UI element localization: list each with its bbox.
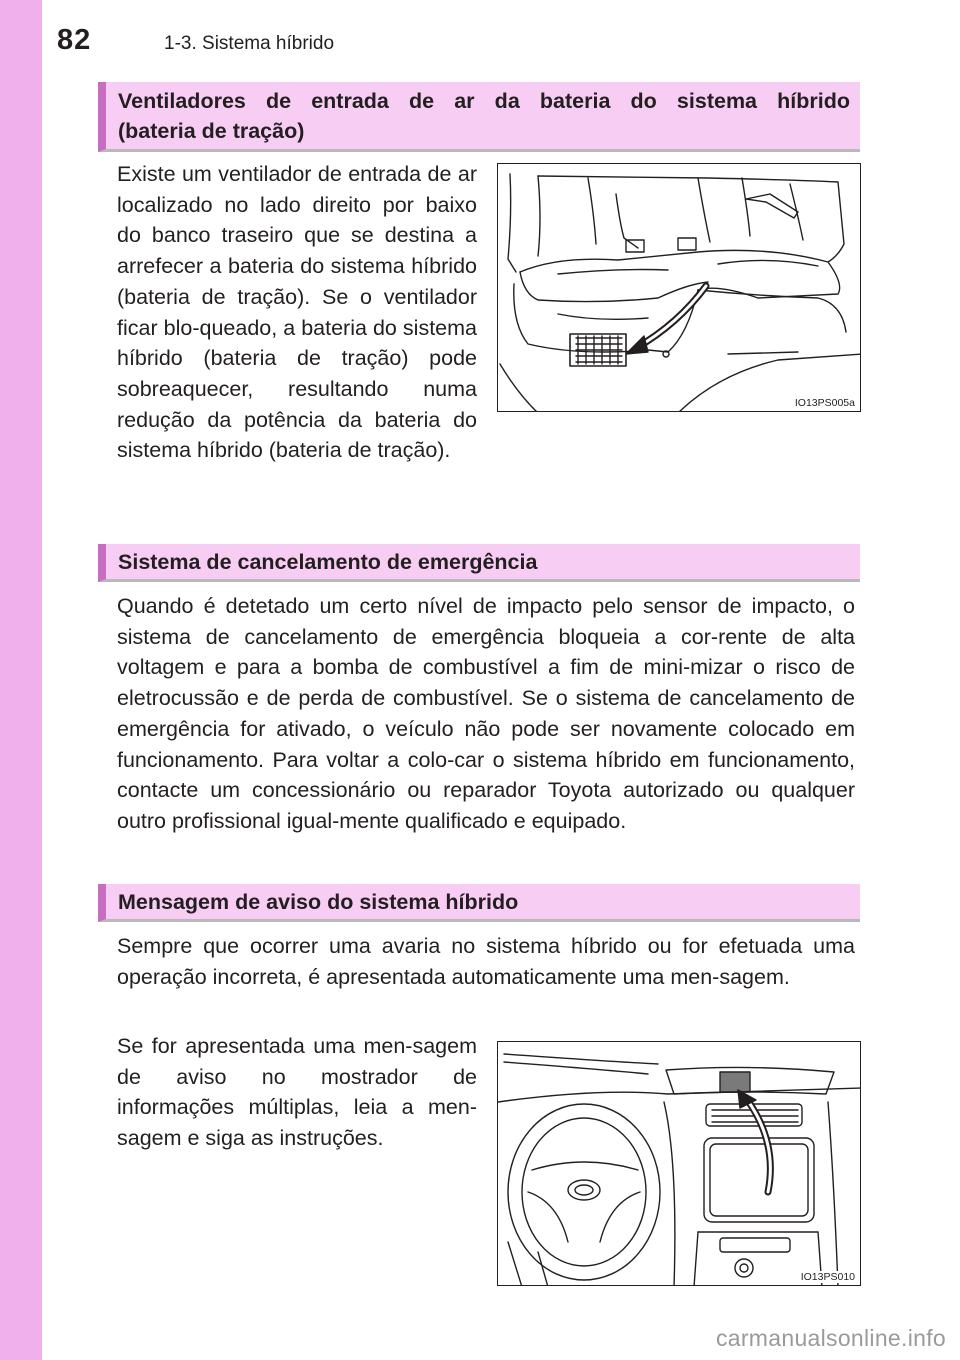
section-heading-line-1: Ventiladores de entrada de ar da bateria do sistema híbrido [118, 88, 850, 113]
section-heading-text: Mensagem de aviso do sistema híbrido [118, 889, 519, 914]
running-head: 1-3. Sistema híbrido [164, 33, 335, 54]
section-heading-battery-fan [98, 82, 860, 152]
section-heading-warning-message [98, 884, 860, 922]
warning-message-instructions: Se for apresentada uma men-sagem de aviso no mostrador de informações múltiplas, leia a men-sagem e siga as instruções. [117, 1034, 477, 1151]
rear-seat-illustration [497, 163, 861, 412]
warning-message-paragraph: Sempre que ocorrer uma avaria no sistema híbrido ou for efetuada uma operação incorreta, é apresentada automaticamente uma men-sagem. [117, 934, 855, 989]
emergency-shutoff-paragraph: Quando é detetado um certo nível de impacto pelo sensor de impacto, o sistema de cancelamento de emergência bloqueia a cor-rente de alta voltagem e para a bomba de combustível a fim de mini-mizar o risco de eletrocussão e de perda de combustível. Se o sistema de cancelamento de emergência for ativado, o veículo não pode ser novamente colocado em funcionamento. Para voltar a colo-car o sistema híbrido em funcionamento, contacte um concessionário ou reparador Toyota autorizado ou qualquer outro profissional igual-mente qualificado e equipado. [117, 594, 855, 833]
section-heading-text: Sistema de cancelamento de emergência [118, 549, 538, 574]
side-color-bar [0, 0, 42, 1360]
section-heading-emergency-shutoff [98, 544, 860, 582]
figure-code: IO13PS010 [800, 1271, 855, 1283]
section-heading-line-2: (bateria de tração) [118, 118, 305, 143]
watermark: carmanualsonline.info [715, 1325, 946, 1351]
figure-code: IO13PS005a [794, 397, 855, 409]
page-number: 82 [57, 24, 92, 56]
dashboard-illustration [497, 1041, 861, 1286]
battery-fan-paragraph: Existe um ventilador de entrada de ar localizado no lado direito por baixo do banco traseiro que se destina a arrefecer a bateria do sistema híbrido (bateria de tração). Se o ventilador ficar blo-queado, a bateria do sistema híbrido (bateria de tração) pode sobreaquecer, resultando numa redução da potência da bateria do sistema híbrido (bateria de tração). [117, 162, 477, 463]
